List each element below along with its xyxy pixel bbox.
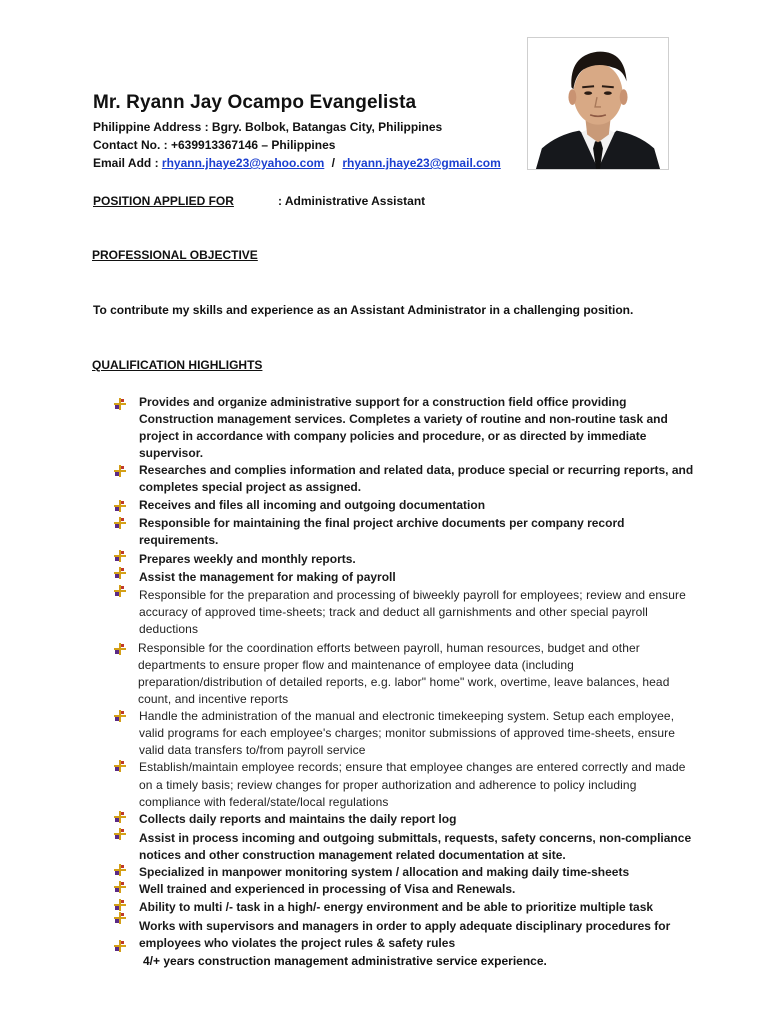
- qualifications-heading: QUALIFICATION HIGHLIGHTS: [92, 358, 263, 372]
- cross-arrow-bullet-icon: [114, 828, 126, 840]
- qualification-item: Assist in process incoming and outgoing submittals, requests, safety concerns, non-compliance notices and other construction management related documentation at site.: [139, 831, 692, 862]
- email-line: [93, 156, 501, 170]
- qualification-item: Responsible for the preparation and processing of biweekly payroll for employees; review and ensure accuracy of approved time-sheets; track and deduct all garnishments and other special payroll deductions: [139, 588, 686, 636]
- cross-arrow-bullet-icon: [114, 500, 126, 512]
- cross-arrow-bullet-icon: [114, 517, 126, 529]
- cross-arrow-bullet-icon: [114, 710, 126, 722]
- objective-text: To contribute my skills and experience as an Assistant Administrator in a challenging position.: [93, 303, 634, 317]
- cross-arrow-bullet-icon: [114, 465, 126, 477]
- profile-photo: [527, 37, 669, 170]
- qualification-item: Prepares weekly and monthly reports.: [139, 552, 356, 566]
- qualification-item: Handle the administration of the manual and electronic timekeeping system. Setup each employee, valid programs for each employee's charges; monitor submissions of approved time-sheets, ensure valid data transfers to/from payroll service: [139, 709, 676, 757]
- email-link-yahoo[interactable]: rhyann.jhaye23@yahoo.com: [161, 156, 325, 170]
- qualification-item: Establish/maintain employee records; ensure that employee changes are entered correctly and made on a timely basis; review changes for proper authorization and adherence to policy including compliance with federal/state/local regulations: [139, 760, 686, 809]
- qualification-item: Researches and complies information and related data, produce special or recurring reports, and completes special project as assigned.: [139, 463, 694, 494]
- objective-heading: PROFESSIONAL OBJECTIVE: [92, 248, 258, 262]
- qualification-item: Ability to multi /- task in a high/- energy environment and be able to prioritize multiple task: [139, 900, 654, 914]
- qualification-item: Well trained and experienced in processing of Visa and Renewals.: [139, 882, 516, 896]
- address-line: Philippine Address : Bgry. Bolbok, Batangas City, Philippines: [93, 120, 443, 134]
- contact-line: Contact No. : +639913367146 – Philippines: [93, 138, 336, 152]
- qualification-item: Specialized in manpower monitoring system / allocation and making daily time-sheets: [139, 865, 630, 879]
- qualification-item: Assist the management for making of payroll: [139, 570, 396, 584]
- cross-arrow-bullet-icon: [114, 567, 126, 579]
- cross-arrow-bullet-icon: [114, 899, 126, 911]
- qualification-item: Works with supervisors and managers in order to apply adequate disciplinary procedures for employees who violates the project rules & safety rules: [139, 919, 671, 950]
- qualification-item: Collects daily reports and maintains the daily report log: [139, 812, 457, 826]
- qualification-item: Provides and organize administrative support for a construction field office providing Construction management services. Completes a variety of routine and non-routine task and project in accordance with company policies and procedure, or as directed by immediate supervisor.: [139, 395, 668, 460]
- cross-arrow-bullet-icon: [114, 643, 126, 655]
- cross-arrow-bullet-icon: [114, 811, 126, 823]
- cross-arrow-bullet-icon: [114, 585, 126, 597]
- qualification-item: Responsible for the coordination efforts between payroll, human resources, budget and other departments to ensure proper flow and maintenance of employee data (including preparation/distribution of detailed reports, e.g. labor" home" work, overtime, leave balances, head count, and incentive reports: [138, 641, 670, 706]
- cross-arrow-bullet-icon: [114, 940, 126, 952]
- qualification-item: Receives and files all incoming and outgoing documentation: [139, 498, 486, 512]
- email-separator: /: [331, 156, 336, 170]
- position-value: : Administrative Assistant: [278, 194, 426, 208]
- cross-arrow-bullet-icon: [114, 864, 126, 876]
- candidate-name: Mr. Ryann Jay Ocampo Evangelista: [93, 92, 417, 113]
- cross-arrow-bullet-icon: [114, 760, 126, 772]
- email-link-gmail[interactable]: rhyann.jhaye23@gmail.com: [342, 156, 501, 170]
- cross-arrow-bullet-icon: [114, 912, 126, 924]
- qualification-item: Responsible for maintaining the final project archive documents per company record requirements.: [139, 516, 625, 547]
- experience-summary: 4/+ years construction management administrative service experience.: [143, 954, 547, 968]
- position-heading: POSITION APPLIED FOR: [93, 194, 234, 208]
- email-label: Email Add :: [93, 156, 159, 170]
- cross-arrow-bullet-icon: [114, 398, 126, 410]
- cross-arrow-bullet-icon: [114, 550, 126, 562]
- cross-arrow-bullet-icon: [114, 881, 126, 893]
